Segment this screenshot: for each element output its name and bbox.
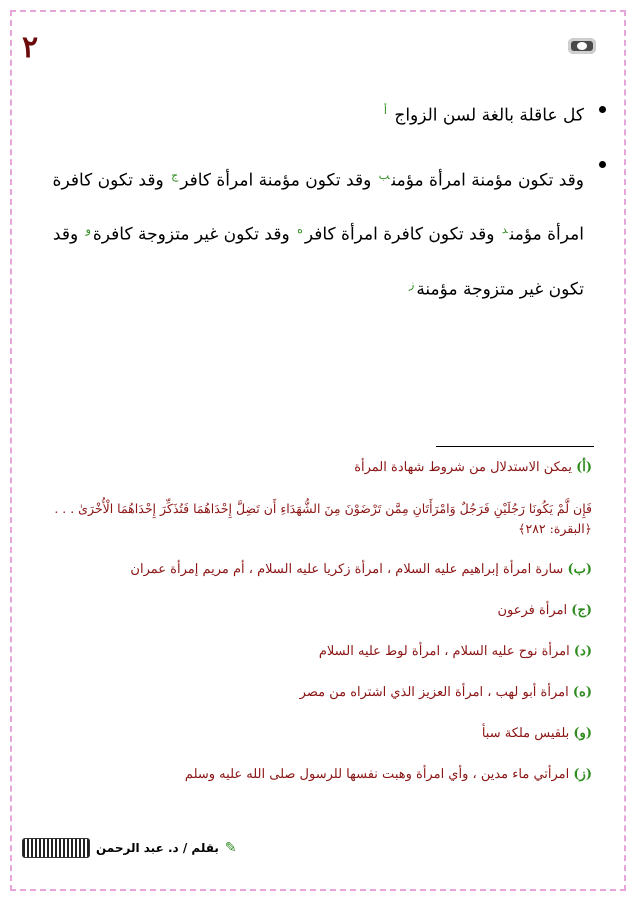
footnote-ref[interactable]: ز (409, 277, 415, 291)
footnote-ref[interactable]: أ (383, 104, 387, 117)
bullet-text: كل عاقلة بالغة لسن الزواج (394, 105, 584, 126)
footnote-item (30, 560, 592, 580)
footnote-key: (ه) (572, 685, 592, 700)
footnote-ref[interactable]: و (85, 223, 91, 237)
footnote-ref[interactable]: ب (378, 168, 390, 182)
page-footer (22, 838, 237, 858)
footnote-item (30, 642, 592, 662)
main-content (42, 96, 584, 315)
quran-verse (30, 499, 592, 539)
bullet-item (42, 96, 584, 131)
bullet-segment: وقد تكون مؤمنة امرأة كافر (180, 170, 372, 191)
footnote-key: (د) (573, 644, 592, 659)
footnote-ref[interactable]: د (501, 223, 508, 237)
footnote-item (30, 724, 592, 744)
page-number: ٢ (22, 30, 39, 65)
footnote-key: (أ) (576, 460, 592, 475)
footnote-text: امرأتي ماء مدين ، وأي امرأة وهبت نفسها للرسول صلى الله عليه وسلم (184, 767, 570, 782)
footnote-key: (ب) (567, 562, 592, 577)
footnote-text: سارة امرأة إبراهيم عليه السلام ، امرأة زكريا عليه السلام ، أم مريم إمرأة عمران (130, 562, 564, 577)
bullet-item (42, 151, 584, 315)
footnote-text: بلقيس ملكة سبأ (481, 726, 570, 741)
bullet-segment: وقد تكون كافرة امرأة مؤمن (52, 170, 584, 245)
footnote-item (30, 458, 592, 478)
author-label: بقلم / د. عبد الرحمن (96, 841, 219, 855)
footnote-item (30, 683, 592, 703)
footnote-text: امرأة نوح عليه السلام ، امرأة لوط عليه السلام (318, 644, 570, 659)
footnote-key: (و) (573, 726, 592, 741)
footnote-key: (ج) (571, 603, 592, 618)
footnote-ref[interactable]: ج (171, 168, 179, 182)
bullet-segment: وقد تكون غير متزوجة مؤمنة (52, 224, 584, 300)
footnote-ref[interactable]: ه (297, 223, 303, 237)
footnote-separator (436, 446, 594, 447)
bullet-segment: وقد تكون مؤمنة امرأة مؤمن (391, 170, 584, 191)
footnote-text: فَإِن لَّمْ يَكُونَا رَجُلَيْنِ فَرَجُلٌ وَامْرَأَتَانِ مِمَّن تَرْضَوْنَ مِنَ الشُّهَدَاءِ أَن تَضِلَّ إِحْدَاهُمَا فَتُذَكِّرَ إِحْدَاهُمَا الْأُخْرَىٰ . . . ﴿البقرة: ٢٨٢﴾ (54, 501, 592, 536)
footnotes (30, 458, 592, 806)
footnote-text: امرأة أبو لهب ، امرأة العزيز الذي اشتراه من مصر (299, 685, 569, 700)
signature-logo (22, 838, 90, 858)
footnote-text: امرأة فرعون (497, 603, 568, 618)
eye-emblem-icon (568, 38, 596, 54)
bullet-segment: وقد تكون غير متزوجة كافرة (92, 224, 290, 245)
footnote-text: يمكن الاستدلال من شروط شهادة المرأة (354, 460, 572, 475)
footnote-item (30, 765, 592, 785)
footnote-item (30, 601, 592, 621)
bullet-segment: وقد تكون كافرة امرأة كافر (304, 224, 495, 245)
pen-icon: ✎ (224, 840, 237, 856)
footnote-key: (ز) (573, 767, 592, 782)
